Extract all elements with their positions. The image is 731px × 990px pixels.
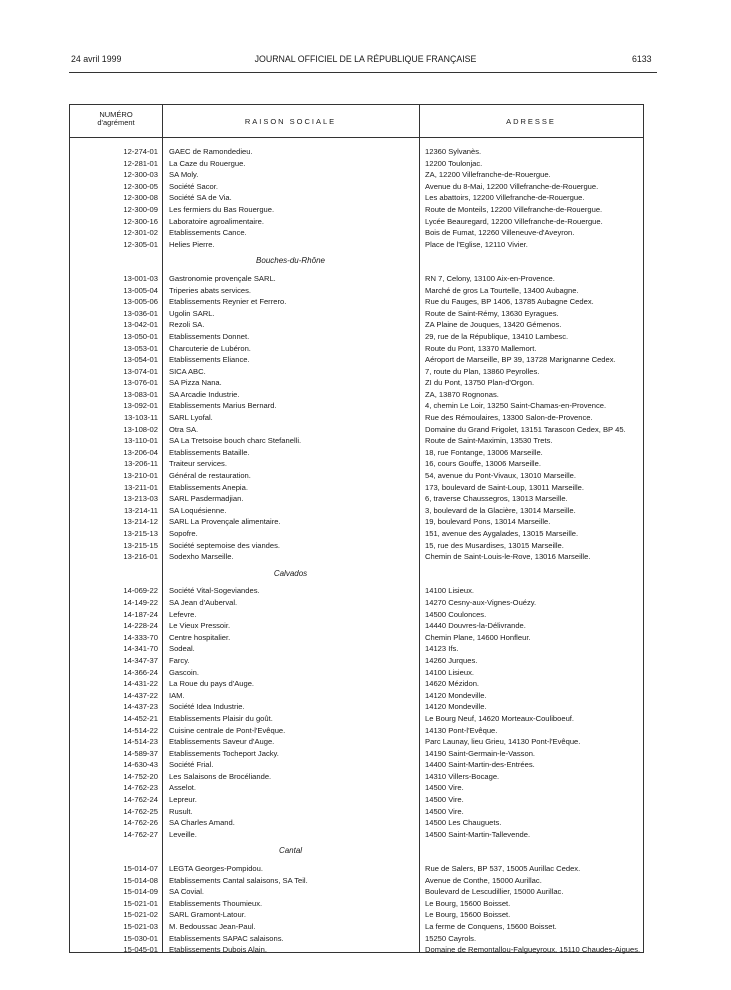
adresse-cell: 14620 Mézidon. (425, 679, 480, 689)
table-row (70, 366, 643, 378)
table-row (70, 597, 643, 609)
raison-sociale-cell: Charcuterie de Lubéron. (169, 343, 251, 353)
agrement-number-cell: 13-110-01 (123, 436, 158, 446)
adresse-cell: 14100 Lisieux. (425, 667, 474, 677)
raison-sociale-cell: Le Vieux Pressoir. (169, 621, 231, 631)
agrement-number-cell: 14-228-24 (123, 621, 158, 631)
raison-sociale-cell: Etablissements Tocheport Jacky. (169, 748, 279, 758)
table-row (70, 863, 643, 875)
adresse-cell: Rue de Salers, BP 537, 15005 Aurillac Cedex. (425, 864, 581, 874)
agrement-number-cell: 13-213-03 (123, 494, 158, 504)
section-title: Bouches-du-Rhône (256, 256, 325, 266)
raison-sociale-cell: La Caze du Rouergue. (169, 158, 246, 168)
column-header-adresse: ADRESSE (506, 117, 556, 126)
adresse-cell: 14260 Jurques. (425, 655, 478, 665)
adresse-cell: ZA, 12200 Villefranche-de-Rouergue. (425, 170, 551, 180)
agrement-number-cell: 15-014-09 (123, 887, 158, 897)
agrement-number-cell: 13-215-13 (123, 529, 158, 538)
adresse-cell: Rue des Rémoulaires, 13300 Salon-de-Provence. (425, 413, 593, 423)
agrement-number-cell: 12-301-02 (123, 228, 158, 238)
agrement-number-cell: 12-300-05 (123, 181, 158, 191)
raison-sociale-cell: Gascoin. (169, 667, 199, 677)
adresse-cell: 54, avenue du Pont-Vivaux, 13010 Marseille. (425, 471, 576, 481)
table-row (70, 285, 643, 297)
header-title: JOURNAL OFFICIEL DE LA RÉPUBLIQUE FRANÇAISE (254, 54, 477, 64)
raison-sociale-cell: Gastronomie provençale SARL. (169, 273, 276, 283)
table-row (70, 204, 643, 216)
table-row (70, 146, 643, 158)
table-row (70, 551, 643, 563)
agrement-number-cell: 13-214-12 (123, 517, 158, 527)
raison-sociale-cell: Asselot. (169, 783, 197, 793)
table-row (70, 447, 643, 459)
table-row (70, 528, 643, 540)
adresse-cell: 14123 Ifs. (425, 644, 459, 654)
table-row (70, 239, 643, 251)
agrement-number-cell: 13-001-03 (123, 273, 158, 283)
page-number: 6133 (632, 54, 652, 64)
adresse-cell: Parc Launay, lieu Grieu, 14130 Pont-l'Evêque. (425, 737, 581, 747)
adresse-cell: 12200 Toulonjac. (425, 158, 483, 168)
agrement-number-cell: 14-762-24 (123, 795, 158, 805)
agrement-number-cell: 13-108-02 (123, 424, 158, 434)
table-row (70, 516, 643, 528)
raison-sociale-cell: SA Pizza Nana. (169, 378, 222, 388)
table-row (70, 632, 643, 644)
agrement-number-cell: 14-069-22 (123, 586, 158, 596)
header-date: 24 avril 1999 (71, 54, 122, 64)
raison-sociale-cell: LEGTA Georges-Pompidou. (169, 864, 263, 874)
table-row (70, 794, 643, 806)
table-row (70, 354, 643, 366)
table-row (70, 192, 643, 204)
column-header-numero (70, 111, 162, 127)
agrement-number-cell: 13-083-01 (123, 389, 158, 399)
agrement-number-cell: 13-092-01 (123, 401, 158, 411)
agrement-number-cell: 15-030-01 (123, 933, 158, 943)
header-rule (69, 72, 657, 73)
raison-sociale-cell: Etablissements Marius Bernard. (169, 401, 277, 411)
adresse-cell: 14440 Douvres-la-Délivrande. (425, 621, 526, 631)
table-row (70, 216, 643, 228)
agrement-number-cell: 13-005-06 (123, 297, 158, 307)
raison-sociale-cell: Les Salaisons de Brocéliande. (169, 771, 272, 781)
adresse-cell: Le Bourg Neuf, 14620 Morteaux-Couliboeuf. (425, 713, 575, 723)
adresse-cell: 18, rue Fontange, 13006 Marseille. (425, 447, 543, 457)
agrement-number-cell: 13-206-11 (123, 459, 158, 469)
page-header (0, 54, 731, 68)
table-row (70, 505, 643, 517)
agrement-number-cell: 13-042-01 (123, 320, 158, 330)
agrement-number-cell: 12-305-01 (123, 239, 158, 249)
raison-sociale-cell: SA Loquésienne. (169, 505, 227, 515)
raison-sociale-cell: Traiteur services. (169, 459, 227, 469)
agrement-number-cell: 14-437-23 (123, 702, 158, 712)
agrement-number-cell: 13-216-01 (123, 552, 158, 562)
table-row (70, 470, 643, 482)
agrement-number-cell: 12-300-03 (123, 170, 158, 180)
agrement-number-cell: 14-187-24 (123, 609, 158, 619)
agrement-number-cell: 12-281-01 (123, 158, 158, 168)
adresse-cell: Chemin Plane, 14600 Honfleur. (425, 632, 531, 642)
table-row (70, 412, 643, 424)
adresse-cell: ZA Plaine de Jouques, 13420 Gémenos. (425, 320, 562, 330)
table-row (70, 875, 643, 887)
table-row (70, 435, 643, 447)
adresse-cell: 14500 Les Chauguets. (425, 818, 502, 828)
agrement-number-cell: 13-005-04 (123, 285, 158, 295)
adresse-cell: 14310 Villers-Bocage. (425, 771, 500, 781)
table-row (70, 921, 643, 933)
section-heading (70, 255, 643, 267)
raison-sociale-cell: Triperies abats services. (169, 285, 252, 295)
table-row (70, 296, 643, 308)
table-row (70, 227, 643, 239)
agrement-number-cell: 14-149-22 (123, 597, 158, 607)
adresse-cell: Domaine du Grand Frigolet, 13151 Tarascon Cedex, BP 45. (425, 424, 626, 434)
registry-table (69, 104, 644, 953)
adresse-cell: Les abattoirs, 12200 Villefranche-de-Rouergue. (425, 193, 585, 203)
agrement-number-cell: 14-366-24 (123, 667, 158, 677)
agrement-number-cell: 13-103-11 (123, 413, 158, 423)
agrement-number-cell: 15-014-07 (123, 864, 158, 874)
raison-sociale-cell: SARL Pasdermadjian. (169, 494, 244, 504)
table-row (70, 389, 643, 401)
adresse-cell: 3, boulevard de la Glacière, 13014 Marseille. (425, 505, 576, 515)
table-row (70, 181, 643, 193)
adresse-cell: Marché de gros La Tourtelle, 13400 Aubagne. (425, 285, 579, 295)
raison-sociale-cell: Les fermiers du Bas Rouergue. (169, 204, 275, 214)
adresse-cell: RN 7, Celony, 13100 Aix-en-Provence. (425, 273, 555, 283)
raison-sociale-cell: Leveille. (169, 829, 197, 839)
raison-sociale-cell: SA Charles Amand. (169, 818, 235, 828)
raison-sociale-cell: Sodeal. (169, 644, 195, 654)
adresse-cell: 16, cours Gouffe, 13006 Marseille. (425, 459, 541, 469)
raison-sociale-cell: Société SA de Via. (169, 193, 232, 203)
table-row (70, 759, 643, 771)
raison-sociale-cell: Rezoli SA. (169, 320, 205, 330)
raison-sociale-cell: SICA ABC. (169, 366, 206, 376)
table-body (70, 146, 643, 956)
raison-sociale-cell: Etablissements Donnet. (169, 331, 250, 341)
raison-sociale-cell: Société Vital-Sogeviandes. (169, 586, 260, 596)
raison-sociale-cell: Etablissements Cance. (169, 228, 247, 238)
raison-sociale-cell: Etablissements Cantal salaisons, SA Teil. (169, 875, 308, 885)
agrement-number-cell: 14-762-23 (123, 783, 158, 793)
adresse-cell: 29, rue de la République, 13410 Lambesc. (425, 331, 569, 341)
raison-sociale-cell: Lefevre. (169, 609, 197, 619)
section-heading (70, 845, 643, 857)
adresse-cell: Avenue de Conthe, 15000 Aurillac. (425, 875, 542, 885)
table-row (70, 725, 643, 737)
raison-sociale-cell: Otra SA. (169, 424, 199, 434)
agrement-number-cell: 14-762-26 (123, 818, 158, 828)
agrement-number-cell: 14-589-37 (123, 748, 158, 758)
table-row (70, 771, 643, 783)
raison-sociale-cell: SA Jean d'Auberval. (169, 597, 238, 607)
table-row (70, 944, 643, 956)
agrement-number-cell: 13-210-01 (123, 471, 158, 481)
adresse-cell: Route de Saint-Rémy, 13630 Eyragues. (425, 308, 559, 318)
table-row (70, 690, 643, 702)
raison-sociale-cell: SA Arcadie Industrie. (169, 389, 240, 399)
table-row (70, 331, 643, 343)
agrement-number-cell: 14-333-70 (123, 632, 158, 642)
raison-sociale-cell: Etablissements Eliance. (169, 355, 250, 365)
raison-sociale-cell: GAEC de Ramondedieu. (169, 147, 253, 156)
raison-sociale-cell: M. Bedoussac Jean-Paul. (169, 922, 256, 931)
raison-sociale-cell: IAM. (169, 690, 185, 700)
adresse-cell: 19, boulevard Pons, 13014 Marseille. (425, 517, 551, 527)
table-row (70, 458, 643, 470)
raison-sociale-cell: Société Idea Industrie. (169, 702, 245, 712)
raison-sociale-cell: SARL Lyofal. (169, 413, 213, 423)
table-row (70, 782, 643, 794)
agrement-number-cell: 13-076-01 (123, 378, 158, 388)
adresse-cell: 151, avenue des Aygalades, 13015 Marseille. (425, 529, 579, 538)
agrement-number-cell: 14-431-22 (123, 679, 158, 689)
raison-sociale-cell: Etablissements Bataille. (169, 447, 250, 457)
table-row (70, 319, 643, 331)
raison-sociale-cell: Etablissements Plaisir du goût. (169, 713, 273, 723)
raison-sociale-cell: SA La Tretsoise bouch charc Stefanelli. (169, 436, 302, 446)
column-header-raison-sociale: RAISON SOCIALE (244, 117, 337, 126)
raison-sociale-cell: Farcy. (169, 655, 190, 665)
table-row (70, 343, 643, 355)
adresse-cell: 14500 Saint-Martin-Tallevende. (425, 829, 531, 839)
agrement-number-cell: 13-214-11 (123, 505, 158, 515)
raison-sociale-cell: Etablissements Dubois Alain. (169, 945, 267, 955)
raison-sociale-cell: Ugolin SARL. (169, 308, 215, 318)
agrement-number-cell: 14-452-21 (123, 713, 158, 723)
agrement-number-cell: 14-762-27 (123, 829, 158, 839)
table-row (70, 377, 643, 389)
raison-sociale-cell: La Roue du pays d'Auge. (169, 679, 255, 689)
table-row (70, 655, 643, 667)
agrement-number-cell: 13-053-01 (123, 343, 158, 353)
section-title: Calvados (273, 568, 308, 578)
adresse-cell: ZI du Pont, 13750 Plan-d'Orgon. (425, 378, 535, 388)
table-row (70, 701, 643, 713)
adresse-cell: Bois de Fumat, 12260 Villeneuve-d'Aveyron. (425, 228, 575, 238)
table-row (70, 667, 643, 679)
adresse-cell: 7, route du Plan, 13860 Peyrolles. (425, 366, 540, 376)
adresse-cell: ZA, 13870 Rognonas. (425, 389, 499, 399)
adresse-cell: 14100 Lisieux. (425, 586, 474, 596)
adresse-cell: 14500 Coulonces. (425, 609, 487, 619)
table-row (70, 678, 643, 690)
agrement-number-cell: 14-514-23 (123, 737, 158, 747)
raison-sociale-cell: Etablissements Saveur d'Auge. (169, 737, 275, 747)
agrement-number-cell: 12-300-16 (123, 216, 158, 226)
table-row (70, 273, 643, 285)
adresse-cell: 15, rue des Musardises, 13015 Marseille. (425, 540, 564, 550)
adresse-cell: La ferme de Conquens, 15600 Boisset. (425, 922, 557, 931)
adresse-cell: 14130 Pont-l'Evêque. (425, 725, 498, 735)
adresse-cell: Route du Pont, 13370 Mallemort. (425, 343, 537, 353)
agrement-number-cell: 14-514-22 (123, 725, 158, 735)
agrement-number-cell: 13-050-01 (123, 331, 158, 341)
adresse-cell: Aéroport de Marseille, BP 39, 13728 Marignanne Cedex. (425, 355, 616, 365)
raison-sociale-cell: Cuisine centrale de Pont-l'Evêque. (169, 725, 286, 735)
agrement-number-cell: 15-045-01 (123, 945, 158, 955)
raison-sociale-cell: Etablissements Anepia. (169, 482, 248, 492)
agrement-number-cell: 13-206-04 (123, 447, 158, 457)
agrement-number-cell: 13-036-01 (123, 308, 158, 318)
raison-sociale-cell: Société Frial. (169, 760, 214, 770)
adresse-cell: 14120 Mondeville. (425, 690, 487, 700)
agrement-number-cell: 13-074-01 (123, 366, 158, 376)
table-row (70, 748, 643, 760)
header-separator (70, 137, 643, 138)
raison-sociale-cell: Rusult. (169, 806, 193, 816)
agrement-number-cell: 14-630-43 (123, 760, 158, 770)
table-row (70, 713, 643, 725)
agrement-number-cell: 12-300-08 (123, 193, 158, 203)
raison-sociale-cell: Lepreur. (169, 795, 197, 805)
adresse-cell: 15250 Cayrols. (425, 933, 477, 943)
agrement-number-cell: 13-215-15 (123, 540, 158, 550)
table-row (70, 817, 643, 829)
table-row (70, 806, 643, 818)
adresse-cell: Domaine de Remontallou-Falgueyroux, 15110 Chaudes-Aigues. (425, 945, 641, 955)
raison-sociale-cell: Etablissements Thoumieux. (169, 898, 263, 908)
agrement-number-cell: 15-021-01 (123, 898, 158, 908)
agrement-number-cell: 13-054-01 (123, 355, 158, 365)
adresse-cell: Chemin de Saint-Louis-le-Rove, 13016 Marseille. (425, 552, 591, 562)
adresse-cell: Rue du Fauges, BP 1406, 13785 Aubagne Cedex. (425, 297, 594, 307)
raison-sociale-cell: Etablissements SAPAC salaisons. (169, 933, 284, 943)
agrement-number-cell: 14-437-22 (123, 690, 158, 700)
adresse-cell: 173, boulevard de Saint-Loup, 13011 Marseille. (425, 482, 585, 492)
raison-sociale-cell: Général de restauration. (169, 471, 251, 481)
agrement-number-cell: 15-021-03 (123, 922, 158, 931)
adresse-cell: 6, traverse Chaussegros, 13013 Marseille. (425, 494, 568, 504)
section-title: Cantal (278, 846, 303, 856)
raison-sociale-cell: SARL La Provençale alimentaire. (169, 517, 281, 527)
table-row (70, 482, 643, 494)
table-row (70, 158, 643, 170)
adresse-cell: Route de Saint-Maximin, 13530 Trets. (425, 436, 553, 446)
table-row (70, 585, 643, 597)
adresse-cell: Boulevard de Lescudillier, 15000 Aurillac. (425, 887, 564, 897)
raison-sociale-cell: SA Moly. (169, 170, 199, 180)
adresse-cell: 14120 Mondeville. (425, 702, 487, 712)
table-row (70, 540, 643, 552)
table-row (70, 169, 643, 181)
table-row (70, 424, 643, 436)
adresse-cell: Le Bourg, 15600 Boisset. (425, 898, 511, 908)
adresse-cell: 14500 Vire. (425, 783, 464, 793)
agrement-number-cell: 12-300-09 (123, 204, 158, 214)
raison-sociale-cell: Laboratoire agroalimentaire. (169, 216, 264, 226)
raison-sociale-cell: SARL Gramont-Latour. (169, 910, 246, 920)
raison-sociale-cell: SA Covial. (169, 887, 205, 897)
column-header-numero-line1: NUMÉRO (99, 110, 133, 119)
agrement-number-cell: 14-347-37 (123, 655, 158, 665)
table-row (70, 308, 643, 320)
raison-sociale-cell: Helies Pierre. (169, 239, 215, 249)
raison-sociale-cell: Sopofre. (169, 529, 198, 538)
table-row (70, 829, 643, 841)
adresse-cell: Le Bourg, 15600 Boisset. (425, 910, 511, 920)
raison-sociale-cell: Société Sacor. (169, 181, 218, 191)
table-row (70, 909, 643, 921)
raison-sociale-cell: Centre hospitalier. (169, 632, 231, 642)
table-row (70, 643, 643, 655)
adresse-cell: 4, chemin Le Loir, 13250 Saint-Chamas-en-Provence. (425, 401, 607, 411)
table-row (70, 609, 643, 621)
table-row (70, 620, 643, 632)
agrement-number-cell: 15-014-08 (123, 875, 158, 885)
section-heading (70, 568, 643, 580)
adresse-cell: Avenue du 8-Mai, 12200 Villefranche-de-Rouergue. (425, 181, 599, 191)
adresse-cell: 14500 Vire. (425, 806, 464, 816)
adresse-cell: 14190 Saint-Germain-le-Vasson. (425, 748, 536, 758)
agrement-number-cell: 14-341-70 (123, 644, 158, 654)
adresse-cell: 14270 Cesny-aux-Vignes-Ouézy. (425, 597, 537, 607)
column-header-numero-line2: d'agrément (97, 118, 135, 127)
adresse-cell: 14400 Saint-Martin-des-Entrées. (425, 760, 535, 770)
table-row (70, 886, 643, 898)
table-row (70, 736, 643, 748)
agrement-number-cell: 12-274-01 (123, 147, 158, 156)
agrement-number-cell: 14-762-25 (123, 806, 158, 816)
adresse-cell: Route de Monteils, 12200 Villefranche-de-Rouergue. (425, 204, 603, 214)
table-row (70, 400, 643, 412)
raison-sociale-cell: Société septemoise des viandes. (169, 540, 281, 550)
table-row (70, 493, 643, 505)
raison-sociale-cell: Sodexho Marseille. (169, 552, 234, 562)
raison-sociale-cell: Etablissements Reynier et Ferrero. (169, 297, 287, 307)
adresse-cell: Lycée Beauregard, 12200 Villefranche-de-Rouergue. (425, 216, 603, 226)
agrement-number-cell: 15-021-02 (123, 910, 158, 920)
adresse-cell: 14500 Vire. (425, 795, 464, 805)
table-row (70, 933, 643, 945)
agrement-number-cell: 14-752-20 (123, 771, 158, 781)
adresse-cell: 12360 Sylvanès. (425, 147, 482, 156)
agrement-number-cell: 13-211-01 (123, 482, 158, 492)
adresse-cell: Place de l'Eglise, 12110 Vivier. (425, 239, 528, 249)
table-row (70, 898, 643, 910)
